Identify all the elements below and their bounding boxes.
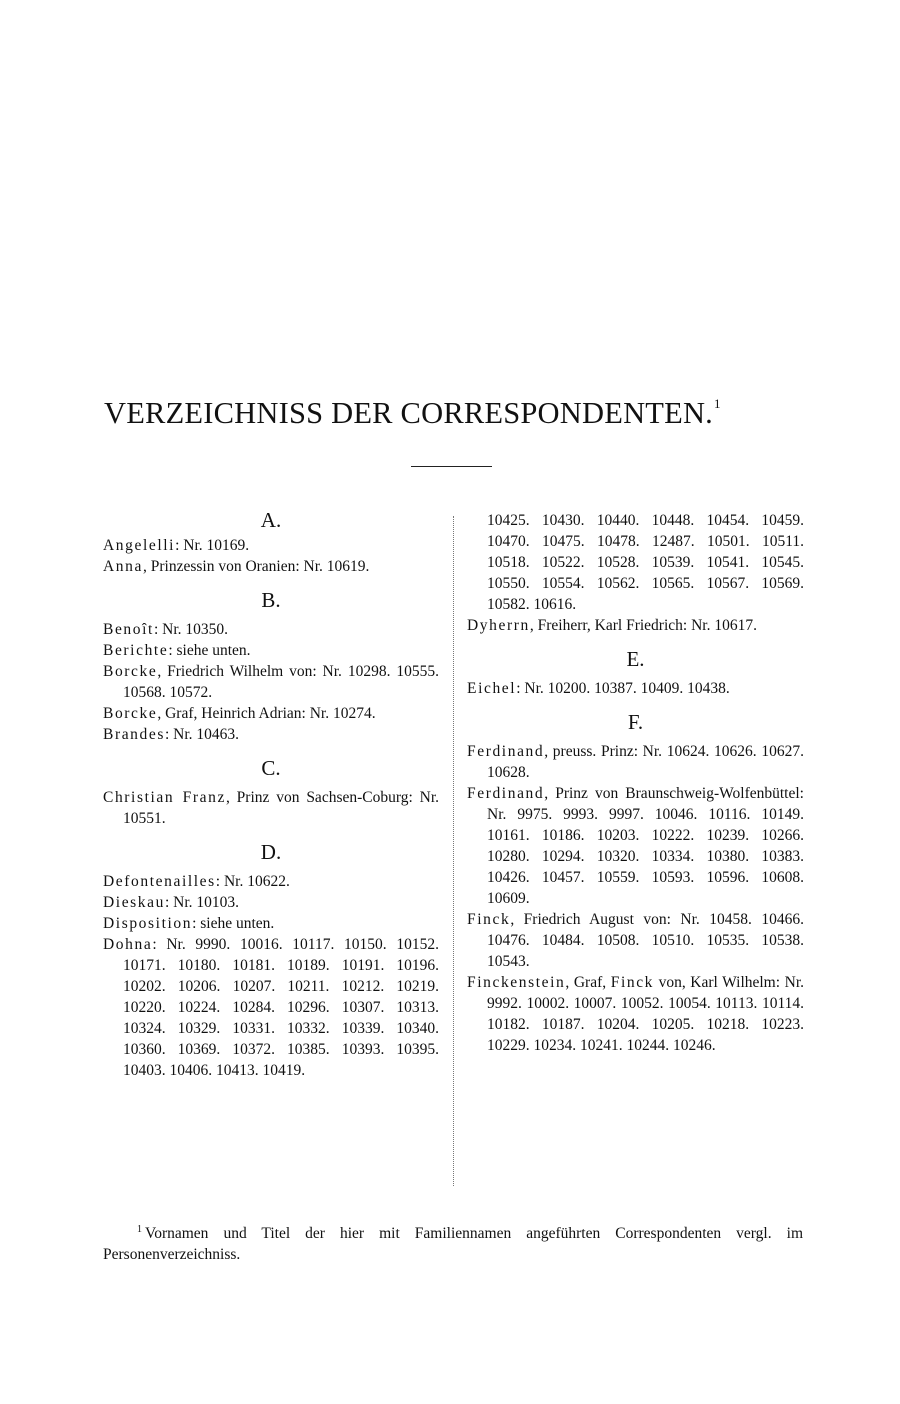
section-letter-c: C. (261, 756, 281, 780)
page-title (104, 396, 804, 431)
section-letter-e: E. (626, 647, 645, 671)
index-entry (103, 619, 439, 640)
entry-text: , Prinzessin von Oranien: Nr. 10619. (142, 558, 370, 575)
entry-name: Eichel (467, 680, 517, 697)
entry-text: : Nr. 10169. (175, 537, 250, 554)
entry-text: : Nr. 10350. (153, 621, 228, 638)
entry-text: : Nr. 10463. (165, 726, 240, 743)
index-entry (103, 640, 439, 661)
index-entry (103, 934, 439, 1081)
index-entry (103, 556, 439, 577)
entry-text: , Friedrich August von: Nr. 10458. 10466. 10476. 10484. 10508. 10510. 10535. 10538. 10543. (487, 911, 804, 970)
section-letter-d: D. (260, 840, 282, 864)
entry-text: : Nr. 9990. 10016. 10117. 10150. 10152. 10171. 10180. 10181. 10189. 10191. 10196. 10202. 10206. 10207. 10211. 10212. 10219. 10220. 10224. 10284. 10296. 10307. 10313. 10324. 10329. 10331. 10332. 10339. 10340. 10360. 10369. 10372. 10385. 10393. 10395. 10403. 10406. 10413. 10419. (123, 936, 439, 1079)
title-rule (411, 466, 492, 467)
entry-name: Dyherrn (467, 617, 530, 634)
index-entry (467, 615, 804, 636)
index-entry (467, 972, 804, 1056)
entry-name: Defontenailles (103, 873, 216, 890)
entry-name: Dohna (103, 936, 153, 953)
entry-name: Ferdinand (467, 743, 545, 760)
entry-text: , Graf, Heinrich Adrian: Nr. 10274. (157, 705, 376, 722)
entry-text: : Nr. 10200. 10387. 10409. 10438. (516, 680, 730, 697)
entry-name: Anna (103, 558, 143, 575)
entry-name: Berichte (103, 642, 169, 659)
index-entry (103, 703, 439, 724)
entry-text: , Graf, (565, 974, 611, 991)
page-title-text: VERZEICHNISS DER CORRESPONDENTEN. (104, 396, 714, 430)
entry-name: Christian Franz (103, 789, 226, 806)
index-entry (103, 913, 439, 934)
entry-name: Angelelli (103, 537, 176, 554)
entry-name: Finck (467, 911, 511, 928)
index-entry (467, 741, 804, 783)
entry-text: : Nr. 10103. (165, 894, 240, 911)
entry-name: Disposition (103, 915, 193, 932)
entry-text: , Prinz von Sachsen-Coburg: Nr. 10551. (123, 789, 440, 827)
index-entry (103, 661, 439, 703)
footnote-mark: 1 (137, 1224, 142, 1235)
entry-text: , preuss. Prinz: Nr. 10624. 10626. 10627. 10628. (487, 743, 804, 781)
column-divider (453, 516, 454, 1186)
entry-name: Finckenstein (467, 974, 566, 991)
entry-text: , Friedrich Wilhelm von: Nr. 10298. 10555. 10568. 10572. (123, 663, 439, 701)
entry-continuation: 10425. 10430. 10440. 10448. 10454. 10459. 10470. 10475. 10478. 12487. 10501. 10511. 10518. 10522. 10528. 10539. 10541. 10545. 10550. 10554. 10562. 10565. 10567. 10569. 10582. 10616. (487, 512, 804, 613)
section-letter-a: A. (260, 508, 282, 532)
section-letter-f: F. (627, 710, 644, 734)
entry-text: , Prinz von Braunschweig-Wolfenbüttel: Nr. 9975. 9993. 9997. 10046. 10116. 10149. 10161. 10186. 10203. 10222. 10239. 10266. 10280. 10294. 10320. 10334. 10380. 10383. 10426. 10457. 10559. 10593. 10596. 10608. 10609. (487, 785, 804, 907)
index-entry (103, 892, 439, 913)
entry-name: Dieskau (103, 894, 165, 911)
entry-name: Finck (610, 974, 655, 991)
right-column (467, 510, 804, 1056)
entry-text: : siehe unten. (192, 915, 275, 932)
entry-name: Brandes (103, 726, 165, 743)
index-entry (103, 871, 439, 892)
index-entry (103, 787, 439, 829)
entry-text: : siehe unten. (168, 642, 251, 659)
left-column (103, 510, 439, 1081)
index-entry (467, 783, 804, 909)
entry-text: , Freiherr, Karl Friedrich: Nr. 10617. (529, 617, 757, 634)
index-entry (103, 724, 439, 745)
footnote (103, 1219, 803, 1265)
entry-name: Borcke (103, 663, 158, 680)
entry-text: : Nr. 10622. (215, 873, 290, 890)
footnote-text: Vornamen und Titel der hier mit Familiennamen angeführten Correspondenten vergl. im Personenverzeichniss. (103, 1225, 803, 1263)
entry-text: von, Karl Wilhelm: Nr. 9992. 10002. 10007. 10052. 10054. 10113. 10114. 10182. 10187. 10204. 10205. 10218. 10223. 10229. 10234. 10241. 10244. 10246. (487, 974, 804, 1054)
index-entry (467, 909, 804, 972)
section-letter-b: B. (261, 588, 281, 612)
index-entry (467, 678, 804, 699)
index-entry (103, 535, 439, 556)
title-footnote-mark: 1 (714, 396, 721, 411)
entry-name: Benoît (103, 621, 154, 638)
entry-name: Ferdinand (467, 785, 545, 802)
entry-name: Borcke (103, 705, 158, 722)
